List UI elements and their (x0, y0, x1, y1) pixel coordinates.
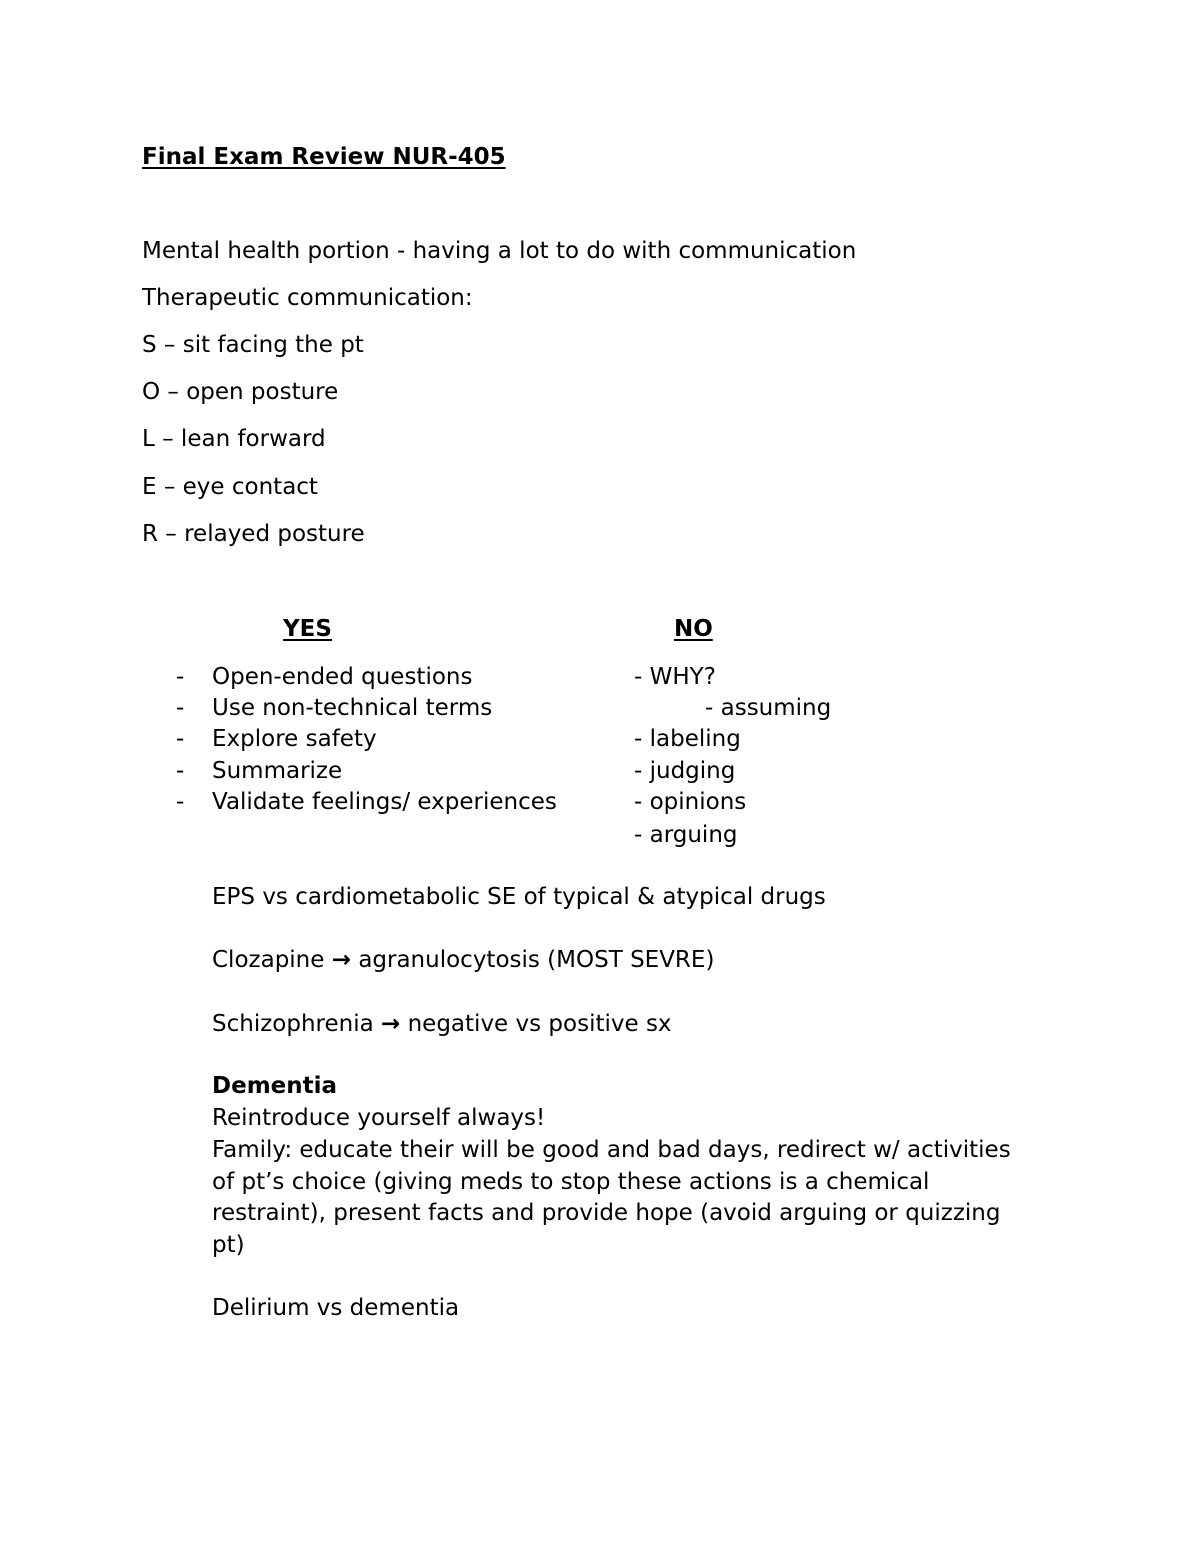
dementia-line: Family: educate their will be good and bad days, redirect w/ activities (212, 1137, 1011, 1163)
dementia-line: Reintroduce yourself always! (212, 1105, 546, 1131)
therapeutic-heading: Therapeutic communication: (142, 285, 473, 311)
schizophrenia-note (212, 1013, 672, 1036)
yes-bullet-dash: - (176, 758, 185, 784)
no-item: - assuming (705, 695, 832, 721)
clozapine-label: Clozapine (212, 947, 325, 973)
yes-bullet-dash: - (176, 789, 185, 815)
dementia-heading: Dementia (212, 1073, 338, 1099)
dementia-line: pt) (212, 1232, 245, 1258)
schizophrenia-label: Schizophrenia (212, 1011, 374, 1037)
eps-note: EPS vs cardiometabolic SE of typical & atypical drugs (212, 884, 826, 910)
no-heading: NO (674, 616, 713, 642)
yes-item: Explore safety (212, 726, 377, 752)
yes-item: Open-ended questions (212, 664, 473, 690)
intro-text: Mental health portion - having a lot to do with communication (142, 238, 857, 264)
yes-item: Summarize (212, 758, 343, 784)
dementia-line: of pt’s choice (giving meds to stop these actions is a chemical (212, 1169, 930, 1195)
no-item: - opinions (634, 789, 747, 815)
yes-bullet-dash: - (176, 726, 185, 752)
yes-item: Use non-technical terms (212, 695, 493, 721)
schizophrenia-symptoms: negative vs positive sx (407, 1011, 672, 1037)
right-arrow-icon: → (381, 1011, 401, 1037)
delirium-note: Delirium vs dementia (212, 1295, 460, 1321)
soler-item-e: E – eye contact (142, 474, 318, 500)
soler-item-l: L – lean forward (142, 426, 326, 452)
yes-heading: YES (283, 616, 332, 642)
clozapine-effect: agranulocytosis (MOST SEVRE) (358, 947, 715, 973)
soler-item-s: S – sit facing the pt (142, 332, 364, 358)
yes-item: Validate feelings/ experiences (212, 789, 557, 815)
page-title: Final Exam Review NUR-405 (142, 144, 506, 170)
no-item: - labeling (634, 726, 741, 752)
right-arrow-icon: → (331, 947, 351, 973)
soler-item-o: O – open posture (142, 379, 339, 405)
clozapine-note (212, 949, 714, 972)
yes-bullet-dash: - (176, 664, 185, 690)
yes-bullet-dash: - (176, 695, 185, 721)
soler-item-r: R – relayed posture (142, 521, 365, 547)
dementia-line: restraint), present facts and provide hope (avoid arguing or quizzing (212, 1200, 1001, 1226)
no-item: - judging (634, 758, 736, 784)
no-item: - arguing (634, 822, 738, 848)
no-item: - WHY? (634, 664, 716, 690)
